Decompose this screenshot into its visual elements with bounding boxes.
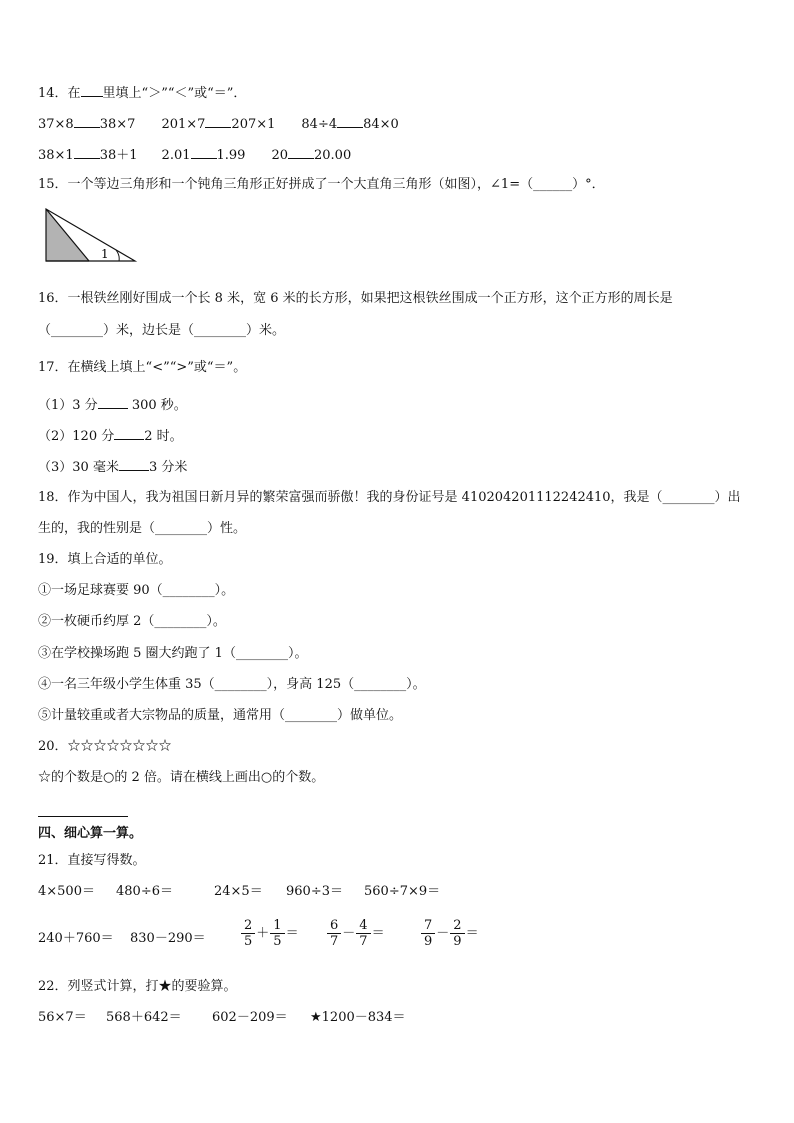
q15-triangle-figure (44, 206, 138, 264)
q17-item (38, 396, 187, 414)
q22-expr: ★1200－834＝ (310, 1010, 406, 1025)
q14-row1 (38, 115, 399, 133)
q17-item-right: 300 秒。 (127, 398, 187, 413)
q14-expr: 1.99 (216, 148, 246, 163)
equals-sign: ＝ (285, 925, 299, 941)
fraction (327, 918, 341, 949)
q17-answer-blank[interactable] (119, 458, 149, 471)
fraction (241, 918, 255, 949)
q20-answer-line[interactable] (38, 816, 128, 817)
fraction (450, 918, 464, 949)
q14-compare-blank[interactable] (74, 115, 100, 128)
q14-expr: 84×0 (363, 117, 399, 132)
q14-answer-blank[interactable] (81, 84, 103, 97)
q16-line2: （________）米，边长是（________）米。 (38, 323, 286, 338)
q19-item: ⑤计量较重或者大宗物品的质量，通常用（________）做单位。 (38, 708, 403, 723)
operator: － (436, 925, 450, 941)
q14-expr: 38×1 (38, 148, 74, 163)
fraction-denominator: 9 (424, 934, 433, 949)
q14-expr: 20 (271, 148, 288, 163)
q17-answer-blank[interactable] (114, 427, 144, 440)
q19-item: ④一名三年级小学生体重 35（________），身高 125（________）。 (38, 677, 426, 692)
q17-item-right: 2 时。 (144, 429, 183, 444)
q14-expr: 38×7 (99, 117, 136, 132)
q21-fraction-expr (240, 918, 299, 949)
q14-title-text-b: 里填上“＞”“＜”或“＝”． (102, 86, 247, 101)
q14-compare-blank[interactable] (288, 146, 314, 159)
fraction-denominator: 9 (453, 934, 462, 949)
q14-compare-blank[interactable] (191, 146, 217, 159)
q21-fraction-expr (420, 918, 479, 949)
q17-item-right: 3 分米 (148, 460, 188, 475)
q21-expr: 4×500＝ (38, 884, 95, 899)
q18-line1: 18．作为中国人，我为祖国日新月异的繁荣富强而骄傲！我的身份证号是 410204201112242410，我是（________）出 (38, 490, 741, 505)
q16-line1: 16．一根铁丝刚好围成一个长 8 米，宽 6 米的长方形，如果把这根铁丝围成一个正方形，这个正方形的周长是 (38, 291, 673, 306)
q17-item-left: （3）30 毫米 (38, 460, 119, 475)
q14-row2 (38, 146, 351, 164)
fraction-numerator: 1 (270, 918, 284, 934)
fraction-denominator: 7 (330, 934, 339, 949)
q14-expr: 2.01 (161, 148, 191, 163)
q21-expr: 560÷7×9＝ (364, 884, 441, 899)
equals-sign: ＝ (371, 925, 385, 941)
q21-expr: 480÷6＝ (116, 884, 173, 899)
section-heading: 四、细心算一算。 (38, 826, 143, 841)
fraction-numerator: 2 (241, 918, 255, 934)
q19-item: ③在学校操场跑 5 圈大约跑了 1（________）。 (38, 646, 308, 661)
q17-item-left: （2）120 分 (38, 429, 115, 444)
fraction-denominator: 5 (244, 934, 253, 949)
q14-expr: 207×1 (231, 117, 276, 132)
fraction-numerator: 7 (421, 918, 435, 934)
q17-title: 17．在横线上填上“<”“>”或“＝”。 (38, 360, 247, 375)
q14-expr: 84÷4 (301, 117, 338, 132)
q14-expr: 20.00 (314, 148, 352, 163)
q17-item-left: （1）3 分 (38, 398, 98, 413)
q14-compare-blank[interactable] (337, 115, 363, 128)
angle-1-label: 1 (101, 247, 109, 261)
q22-expr: 56×7＝ (38, 1010, 87, 1025)
q21-expr: 24×5＝ (214, 884, 263, 899)
q21-expr: 960÷3＝ (286, 884, 343, 899)
q21-fraction-expr (326, 918, 385, 949)
q19-title: 19．填上合适的单位。 (38, 552, 172, 567)
q19-item: ②一枚硬币约厚 2（________）。 (38, 614, 226, 629)
q21-expr: 240＋760＝ (38, 931, 114, 946)
fraction-numerator: 2 (450, 918, 464, 934)
q21-expr: 830－290＝ (130, 931, 206, 946)
q14-title (38, 84, 246, 102)
q22-expr: 602－209＝ (212, 1010, 288, 1025)
q20-stars: 20．☆☆☆☆☆☆☆☆ (38, 739, 172, 754)
q18-line2: 生的，我的性别是（________）性。 (38, 521, 247, 536)
fraction-denominator: 7 (359, 934, 368, 949)
operator: － (342, 925, 356, 941)
q14-title-text-a: 14．在 (38, 86, 81, 101)
fraction (421, 918, 435, 949)
q22-expr: 568＋642＝ (106, 1010, 182, 1025)
q14-expr: 201×7 (161, 117, 206, 132)
q14-compare-blank[interactable] (205, 115, 231, 128)
q21-title: 21．直接写得数。 (38, 853, 146, 868)
q14-expr: 37×8 (38, 117, 74, 132)
q17-answer-blank[interactable] (98, 396, 128, 409)
q17-item (38, 427, 183, 445)
q19-item: ①一场足球赛要 90（________）。 (38, 583, 235, 598)
fraction-numerator: 4 (356, 918, 370, 934)
operator: ＋ (256, 925, 270, 941)
fraction-denominator: 5 (273, 934, 282, 949)
q14-expr: 38＋1 (99, 148, 138, 163)
equals-sign: ＝ (465, 925, 479, 941)
q17-item (38, 458, 187, 476)
fraction-numerator: 6 (327, 918, 341, 934)
fraction (270, 918, 284, 949)
q22-title: 22．列竖式计算，打★的要验算。 (38, 979, 237, 994)
fraction (356, 918, 370, 949)
q20-text: ☆的个数是○的 2 倍。请在横线上画出○的个数。 (38, 770, 325, 785)
q14-compare-blank[interactable] (74, 146, 100, 159)
q15-text: 15．一个等边三角形和一个钝角三角形正好拼成了一个大直角三角形（如图），∠1=（______）°． (38, 177, 605, 192)
